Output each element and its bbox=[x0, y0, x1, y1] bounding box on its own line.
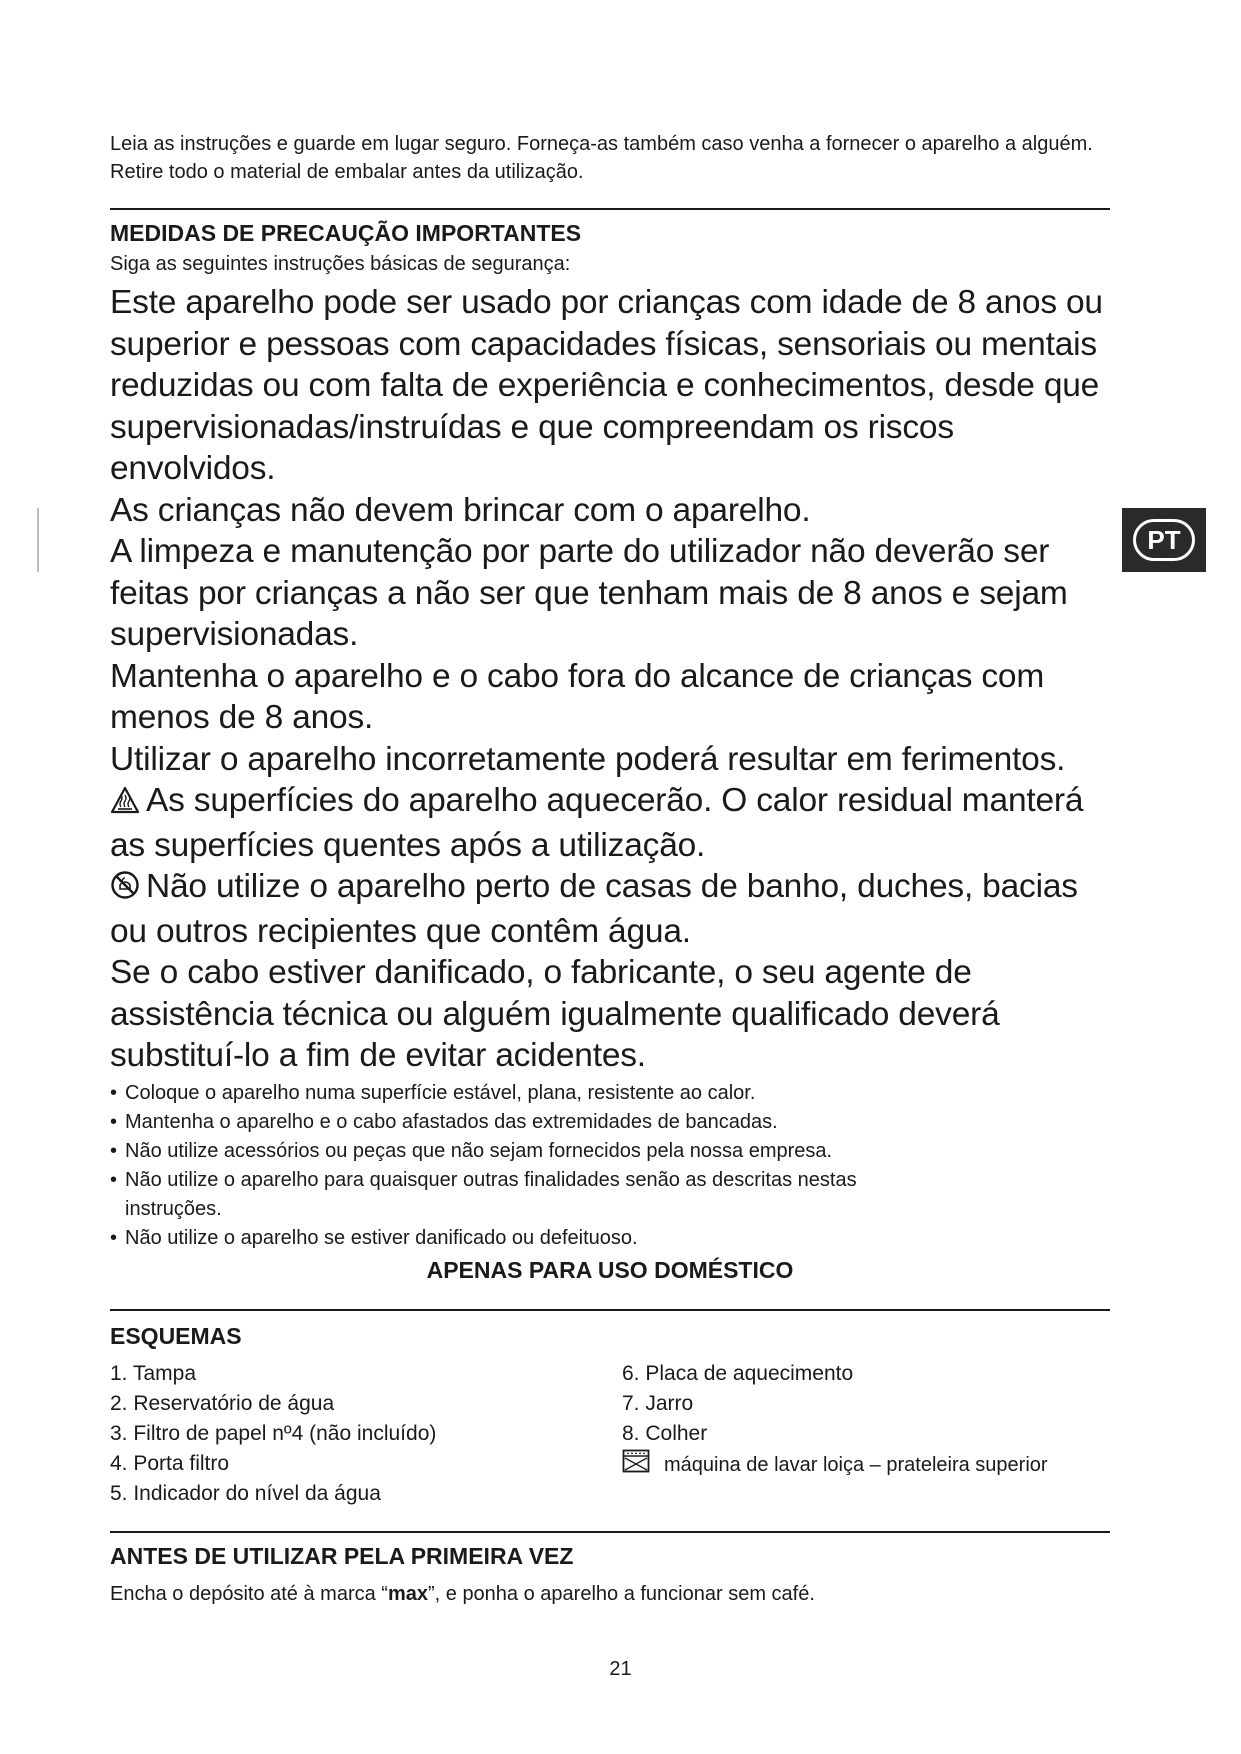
schemes-list-right bbox=[622, 1359, 1048, 1509]
dishwasher-note bbox=[622, 1449, 1048, 1482]
first-use-instruction: Encha o depósito até à marca “max”, e ponha o aparelho a funcionar sem café. bbox=[110, 1582, 815, 1605]
list-item: • Coloque o aparelho numa superfície estável, plana, resistente ao calor. bbox=[110, 1079, 1110, 1108]
divider bbox=[110, 1309, 1110, 1311]
page-number: 21 bbox=[609, 1658, 632, 1680]
safety-paragraph: Se o cabo estiver danificado, o fabricante, o seu agente de assistência técnica ou alguém igualmente qualificado deverá substituí-lo a fim de evitar acidentes. bbox=[110, 954, 1000, 1074]
precaution-heading: MEDIDAS DE PRECAUÇÃO IMPORTANTES bbox=[110, 220, 582, 246]
safety-paragraph: A limpeza e manutenção por parte do utilizador não deverão ser feitas por crianças a não ser que tenham mais de 8 anos e sejam supervisionadas. bbox=[110, 533, 1068, 653]
language-tab-label: PT bbox=[1133, 519, 1195, 561]
list-item: • Não utilize o aparelho se estiver danificado ou defeituoso. bbox=[110, 1224, 1110, 1253]
list-item: • Não utilize o aparelho para quaisquer outras finalidades senão as descritas nestas instruções. bbox=[110, 1166, 915, 1224]
schemes-columns bbox=[110, 1359, 1110, 1509]
list-item: 6. Placa de aquecimento bbox=[622, 1361, 854, 1385]
margin-mark bbox=[37, 508, 39, 572]
dishwasher-icon bbox=[622, 1449, 650, 1482]
max-mark: max bbox=[387, 1582, 428, 1605]
divider bbox=[110, 1531, 1110, 1533]
safety-paragraph-hot: As superfícies do aparelho aquecerão. O calor residual manterá as superfícies quentes após a utilização. bbox=[110, 782, 1084, 864]
domestic-use-notice: APENAS PARA USO DOMÉSTICO bbox=[426, 1256, 794, 1283]
first-use-heading: ANTES DE UTILIZAR PELA PRIMEIRA VEZ bbox=[110, 1542, 574, 1569]
page-content bbox=[110, 130, 1110, 1609]
list-item: 4. Porta filtro bbox=[110, 1451, 230, 1475]
list-item: 3. Filtro de papel nº4 (não incluído) bbox=[110, 1421, 437, 1445]
divider bbox=[110, 208, 1110, 210]
intro-text: Leia as instruções e guarde em lugar seguro. Forneça-as também caso venha a fornecer o aparelho a alguém. Retire todo o material de embalar antes da utilização. bbox=[110, 133, 1093, 183]
list-item: 7. Jarro bbox=[622, 1391, 694, 1415]
safety-paragraph: Este aparelho pode ser usado por crianças com idade de 8 anos ou superior e pessoas com capacidades físicas, sensoriais ou mentais reduzidas ou com falta de experiência e conhecimentos, desde que supervisionadas/instruídas e que compreendam os riscos envolvidos. bbox=[110, 284, 1103, 487]
safety-paragraph-water: Não utilize o aparelho perto de casas de banho, duches, bacias ou outros recipientes que contêm água. bbox=[110, 868, 1078, 950]
list-item: 8. Colher bbox=[622, 1421, 708, 1445]
list-item: 5. Indicador do nível da água bbox=[110, 1481, 381, 1505]
schemes-heading: ESQUEMAS bbox=[110, 1322, 242, 1349]
list-item: • Mantenha o aparelho e o cabo afastados das extremidades de bancadas. bbox=[110, 1108, 1110, 1137]
safety-paragraph: Mantenha o aparelho e o cabo fora do alcance de crianças com menos de 8 anos. bbox=[110, 657, 1045, 736]
schemes-list-left bbox=[110, 1359, 622, 1509]
list-item: • Não utilize acessórios ou peças que não sejam fornecidos pela nossa empresa. bbox=[110, 1137, 1110, 1166]
safety-bullet-list bbox=[110, 1079, 1110, 1253]
dishwasher-label: máquina de lavar loiça – prateleira superior bbox=[664, 1454, 1048, 1476]
safety-paragraph: Utilizar o aparelho incorretamente poderá resultar em ferimentos. bbox=[110, 740, 1066, 778]
precaution-subline: Siga as seguintes instruções básicas de segurança: bbox=[110, 253, 571, 275]
safety-paragraph: As crianças não devem brincar com o aparelho. bbox=[110, 491, 811, 529]
list-item: 2. Reservatório de água bbox=[110, 1391, 335, 1415]
language-tab bbox=[1122, 508, 1206, 572]
list-item: 1. Tampa bbox=[110, 1361, 196, 1385]
hot-surface-warning-icon bbox=[110, 783, 140, 825]
no-water-icon bbox=[110, 869, 140, 911]
safety-paragraphs bbox=[110, 282, 1110, 1077]
